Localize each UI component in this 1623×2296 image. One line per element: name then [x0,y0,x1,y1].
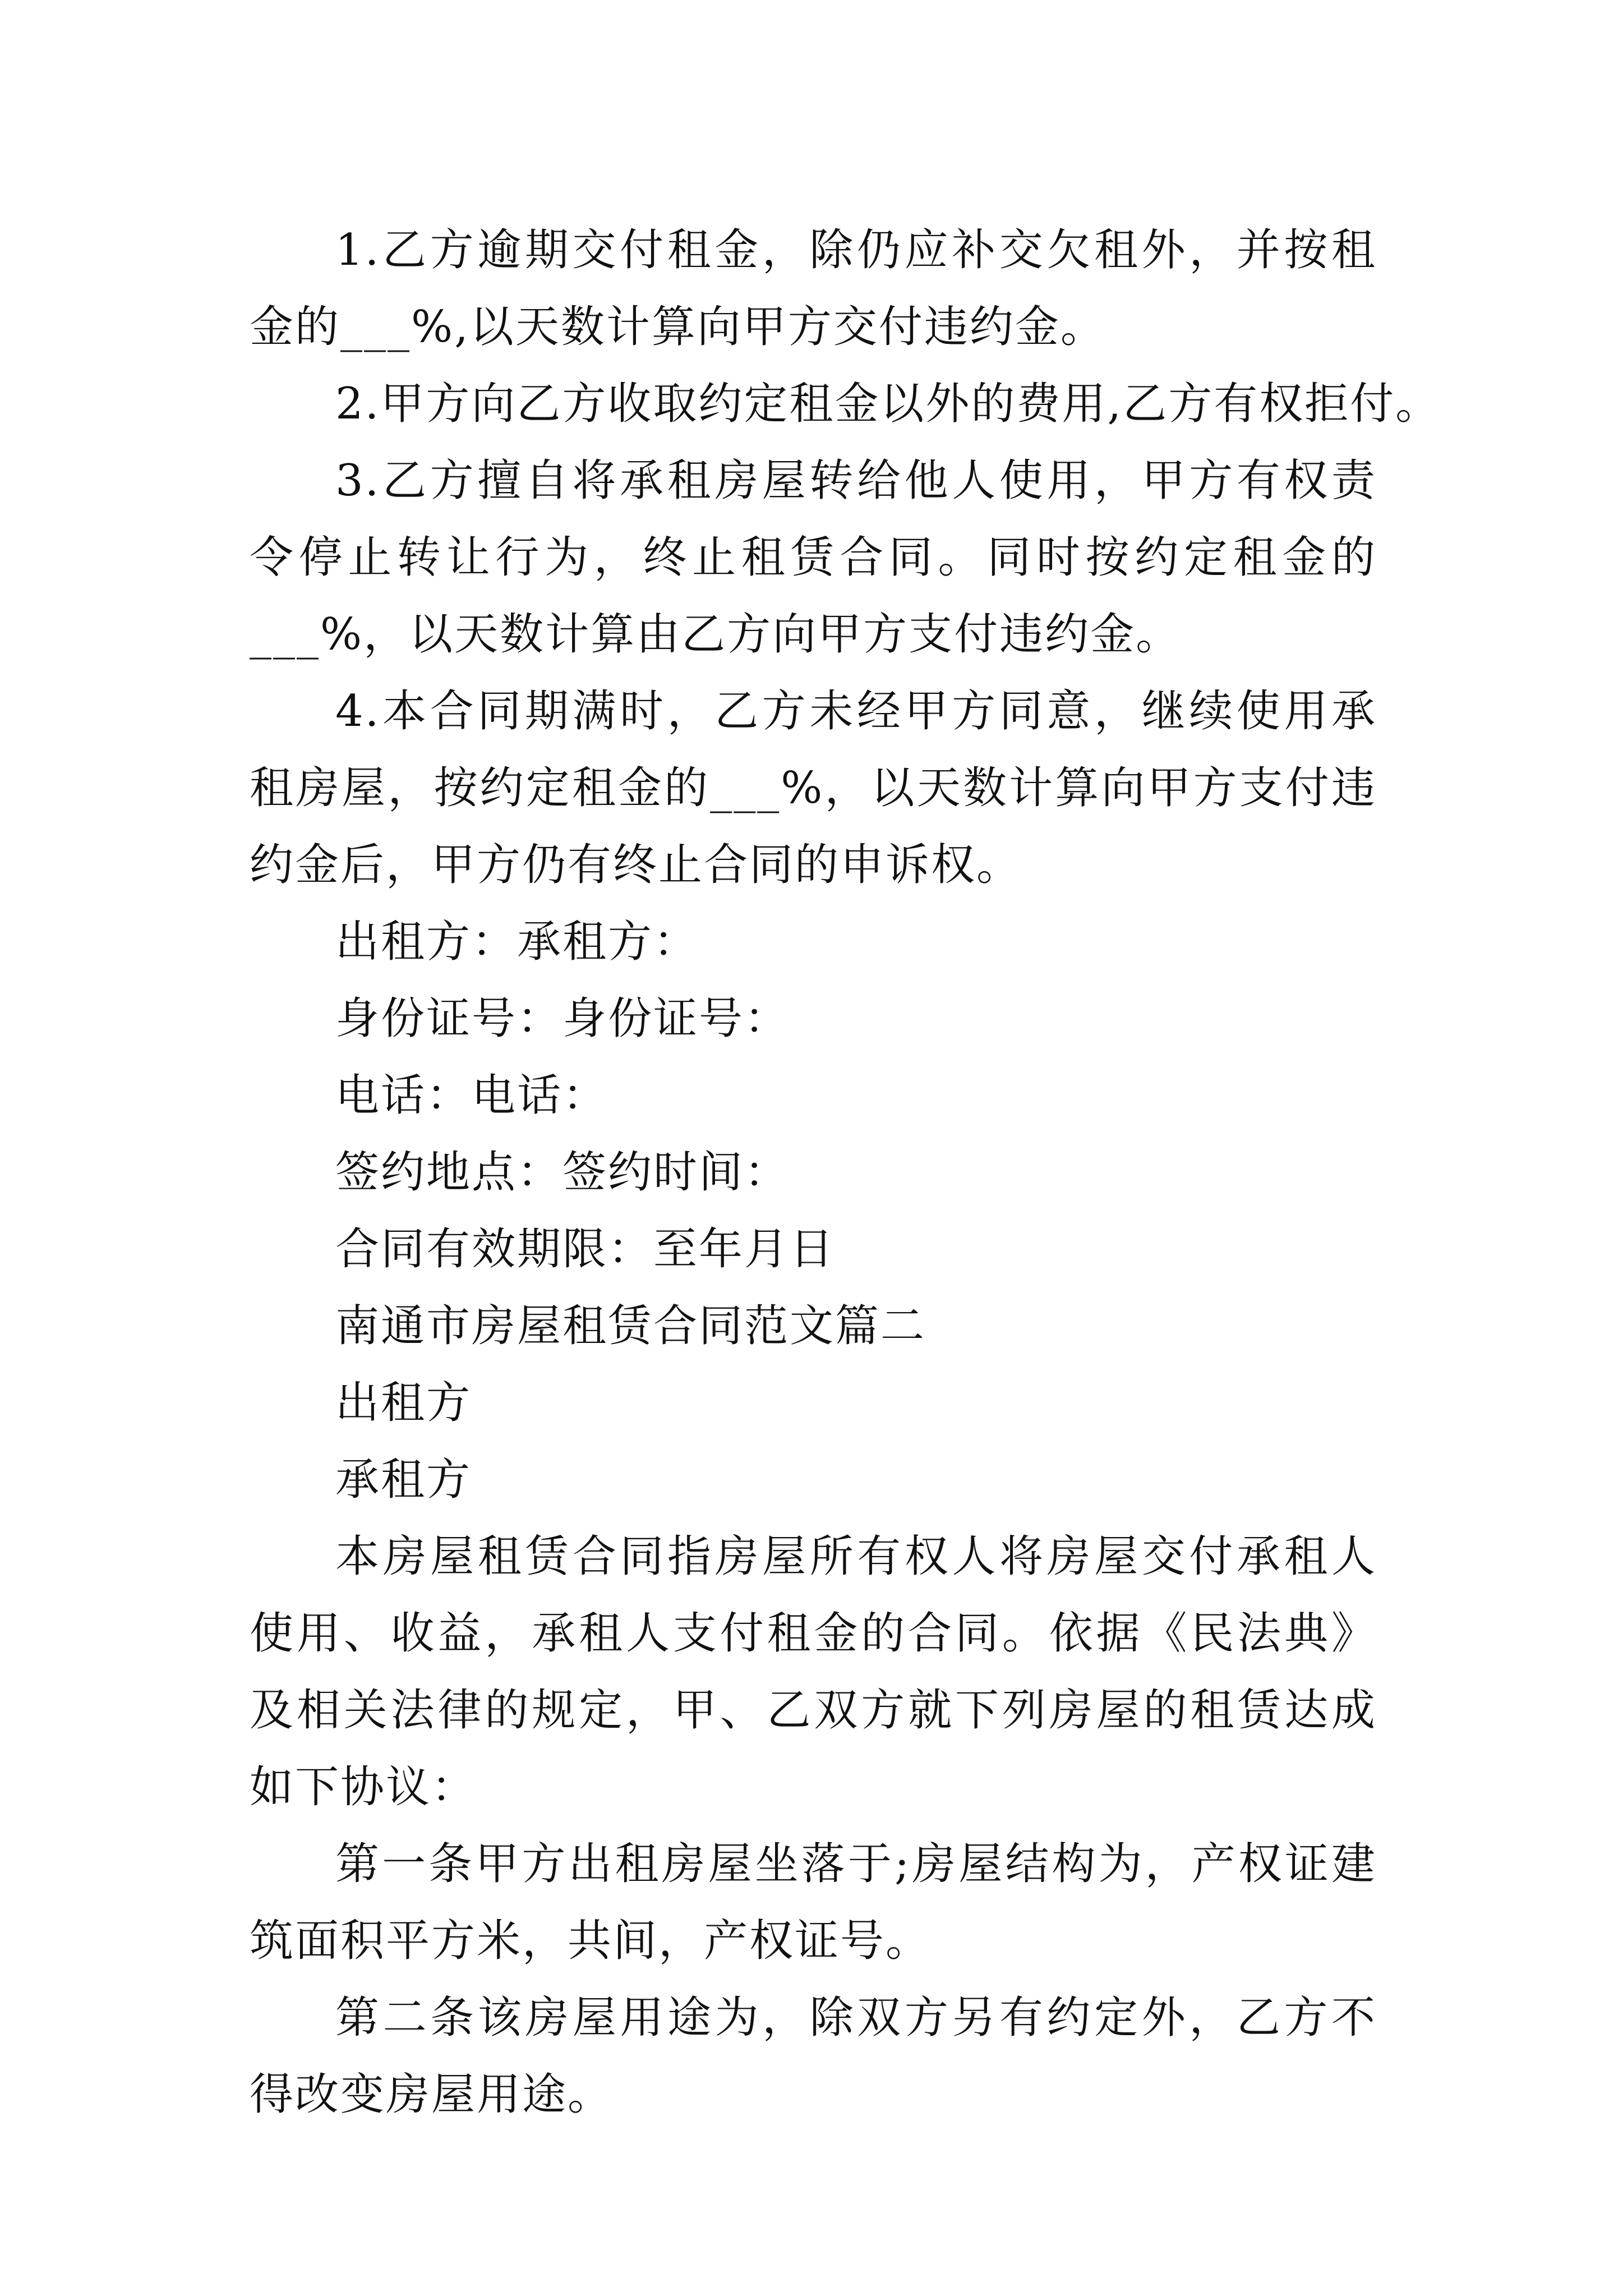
signature-id-numbers: 身份证号：身份证号： [335,993,790,1044]
paragraph-sublease-penalty: 3.乙方擅自将承租房屋转给他人使用，甲方有权责令停止转让行为，终止租赁合同。同时按约定租金的___%，以天数计算由乙方向甲方支付违约金。 [250,455,1377,660]
paragraph-article-one: 第一条甲方出租房屋坐落于;房屋结构为，产权证建筑面积平方米，共间，产权证号。 [250,1839,1377,1966]
contract-validity-period: 合同有效期限：至年月日 [335,1224,836,1274]
paragraph-overstay-penalty: 4.本合同期满时，乙方未经甲方同意，继续使用承租房屋，按约定租金的___%，以天数计算向甲方支付违约金后，甲方仍有终止合同的申诉权。 [250,686,1377,890]
signature-place-time: 签约地点：签约时间： [335,1147,790,1198]
party-lessor: 出租方 [335,1378,472,1428]
paragraph-article-two: 第二条该房屋用途为，除双方另有约定外，乙方不得改变房屋用途。 [250,1993,1377,2120]
party-lessee: 承租方 [335,1455,472,1505]
signature-phones: 电话：电话： [335,1070,608,1121]
paragraph-late-rent-penalty: 1.乙方逾期交付租金，除仍应补交欠租外，并按租金的___%,以天数计算向甲方交付违约金。 [250,225,1377,352]
document-body [250,212,1441,2133]
paragraph-contract-intro: 本房屋租赁合同指房屋所有权人将房屋交付承租人使用、收益，承租人支付租金的合同。依据《民法典》及相关法律的规定，甲、乙双方就下列房屋的租赁达成如下协议： [250,1531,1377,1812]
signature-lessor-lessee: 出租方：承租方： [335,917,699,967]
paragraph-extra-fees: 2.甲方向乙方收取约定租金以外的费用,乙方有权拒付。 [335,379,1441,429]
section-title: 南通市房屋租赁合同范文篇二 [335,1301,926,1351]
